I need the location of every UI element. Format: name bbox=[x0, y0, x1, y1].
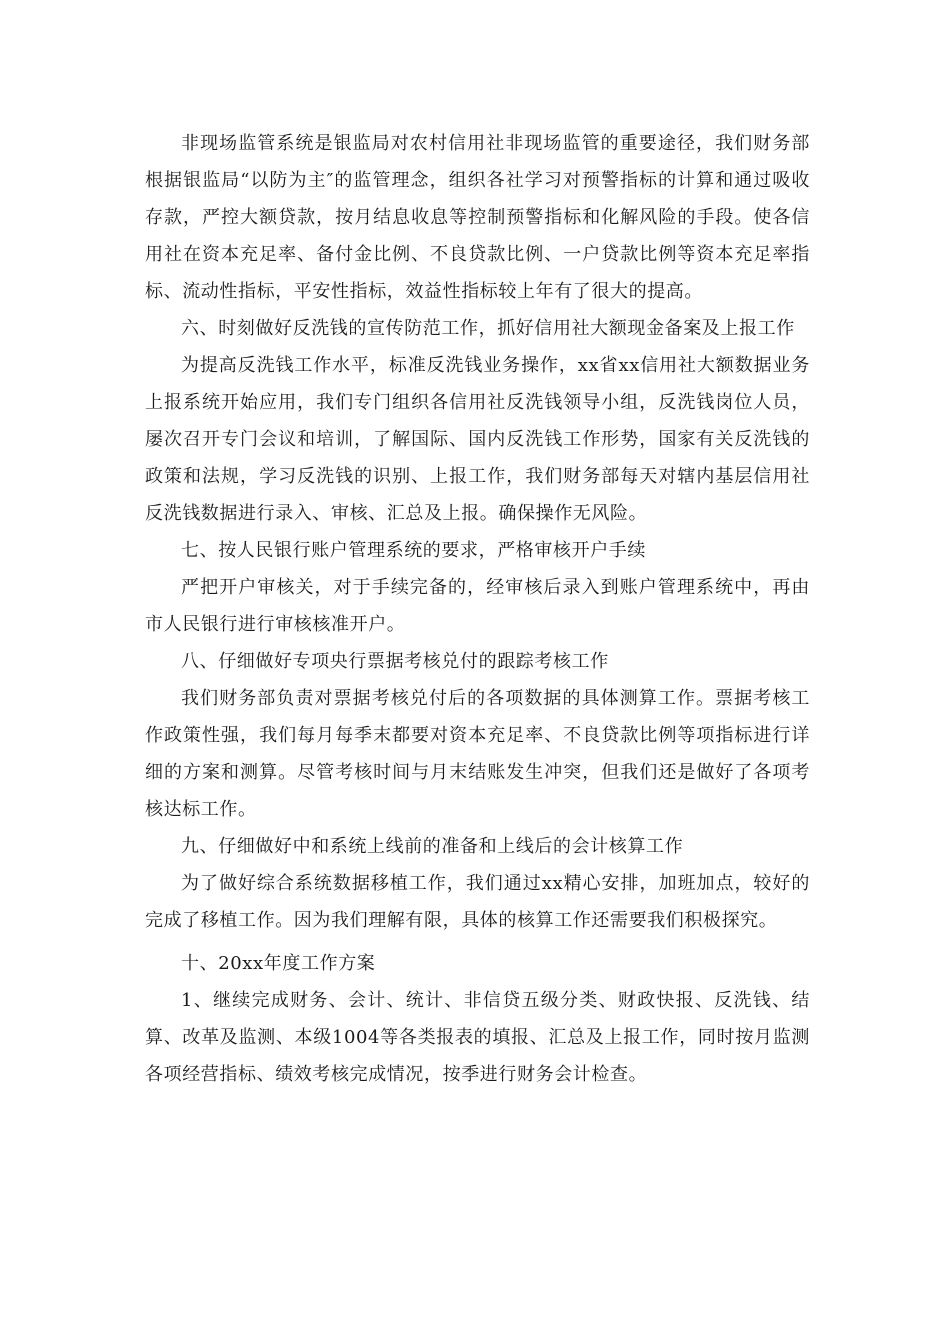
paragraph-offsite-supervision: 非现场监管系统是银监局对农村信用社非现场监管的重要途径，我们财务部根据银监局“以防为主″的监管理念，组织各社学习对预警指标的计算和通过吸收存款，严控大额贷款，按月结息收息等控制预警指标和化解风险的手段。使各信用社在资本充足率、备付金比例、不良贷款比例、一户贷款比例等资本充足率指标、流动性指标，平安性指标，效益性指标较上年有了很大的提高。 bbox=[145, 133, 810, 302]
paragraph-system-launch: 为了做好综合系统数据移植工作，我们通过xx精心安排，加班加点，较好的完成了移植工作。因为我们理解有限，具体的核算工作还需要我们积极探究。 bbox=[145, 873, 810, 931]
document-body bbox=[145, 125, 810, 1093]
paragraph-anti-money-laundering: 为提高反洗钱工作水平，标准反洗钱业务操作，xx省xx信用社大额数据业务上报系统开始应用，我们专门组织各信用社反洗钱领导小组，反洗钱岗位人员，屡次召开专门会议和培训，了解国际、国内反洗钱工作形势，国家有关反洗钱的政策和法规，学习反洗钱的识别、上报工作，我们财务部每天对辖内基层信用社反洗钱数据进行录入、审核、汇总及上报。确保操作无风险。 bbox=[145, 355, 810, 524]
heading-central-bank-bills: 八、仔细做好专项央行票据考核兑付的跟踪考核工作 bbox=[181, 651, 609, 672]
heading-anti-money-laundering: 六、时刻做好反洗钱的宣传防范工作，抓好信用社大额现金备案及上报工作 bbox=[181, 318, 795, 339]
heading-annual-plan: 十、20xx年度工作方案 bbox=[181, 953, 376, 974]
paragraph-account-management: 严把开户审核关，对于手续完备的，经审核后录入到账户管理系统中，再由市人民银行进行审核核准开户。 bbox=[145, 577, 810, 635]
heading-system-launch: 九、仔细做好中和系统上线前的准备和上线后的会计核算工作 bbox=[181, 836, 684, 857]
paragraph-annual-plan-item-1: 1、继续完成财务、会计、统计、非信贷五级分类、财政快报、反洗钱、结算、改革及监测、本级1004等各类报表的填报、汇总及上报工作，同时按月监测各项经营指标、绩效考核完成情况，按季进行财务会计检查。 bbox=[145, 990, 810, 1085]
heading-account-management: 七、按人民银行账户管理系统的要求，严格审核开户手续 bbox=[181, 540, 646, 561]
paragraph-central-bank-bills: 我们财务部负责对票据考核兑付后的各项数据的具体测算工作。票据考核工作政策性强，我们每月每季末都要对资本充足率、不良贷款比例等项指标进行详细的方案和测算。尽管考核时间与月末结账发生冲突，但我们还是做好了各项考核达标工作。 bbox=[145, 688, 810, 820]
